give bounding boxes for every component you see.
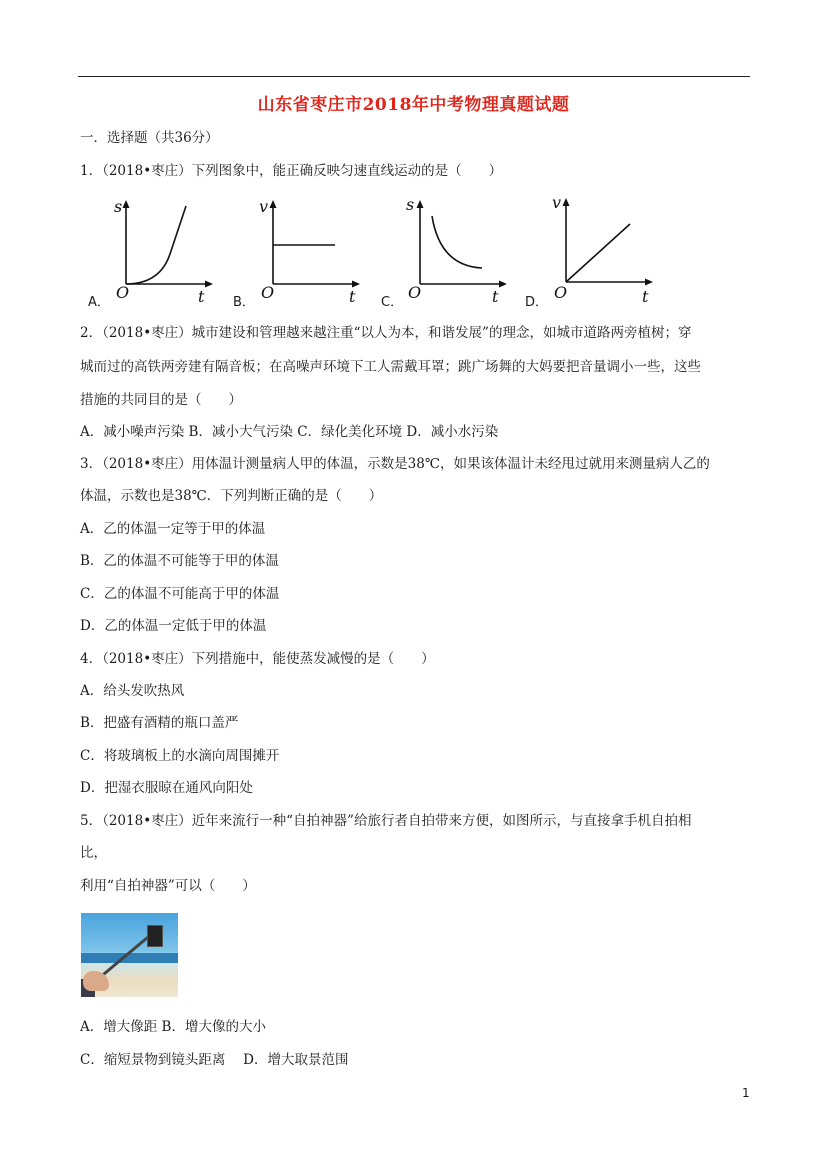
question-3-option-d: D．乙的体温一定低于甲的体温 (80, 618, 267, 634)
question-5-line-3: 利用“自拍神器”可以（ ） (80, 878, 256, 894)
question-4-option-b: B．把盛有酒精的瓶口盖严 (80, 715, 239, 731)
question-2-line-1: 2．（2018•枣庄）城市建设和管理越来越注重“以人为本，和谐发展”的理念，如城市道路两旁植树；穿 (80, 325, 692, 341)
q1-option-b-label: B． (233, 295, 255, 310)
question-5-options-1: A．增大像距 B．增大像的大小 (80, 1019, 266, 1035)
q1-a-x-label: t (198, 287, 205, 306)
question-2-options: A．减小噪声污染 B．减小大气污染 C．绿化美化环境 D．减小水污染 (80, 424, 499, 440)
q1-option-d-label: D． (525, 295, 549, 310)
question-3-option-a: A．乙的体温一定等于甲的体温 (80, 521, 266, 537)
q1-c-x-label: t (492, 287, 499, 306)
q1-d-x-label: t (642, 287, 649, 306)
question-1-stem: 1．（2018•枣庄）下列图象中，能正确反映匀速直线运动的是（ ） (80, 163, 503, 179)
question-5-line-1: 5．（2018•枣庄）近年来流行一种“自拍神器”给旅行者自拍带来方便，如图所示，与直接拿手机自拍相 (80, 813, 692, 829)
header-rule (78, 76, 750, 77)
question-3-line-2: 体温，示数也是38℃．下列判断正确的是（ ） (80, 488, 383, 504)
q1-c-origin: O (408, 283, 422, 302)
question-3-line-1: 3．（2018•枣庄）用体温计测量病人甲的体温，示数是38℃，如果该体温计未经甩过就用来测量病人乙的 (80, 456, 710, 472)
question-3-option-b: B．乙的体温不可能等于甲的体温 (80, 553, 279, 569)
q1-graph-a (110, 196, 220, 306)
q1-option-a-label: A． (88, 295, 110, 310)
question-3-option-c: C．乙的体温不可能高于甲的体温 (80, 586, 280, 602)
q1-c-y-label: s (406, 195, 415, 214)
page-title: 山东省枣庄市2018年中考物理真题试题 (257, 95, 570, 115)
q1-d-origin: O (554, 283, 568, 302)
q1-b-y-label: v (259, 197, 269, 216)
q1-graph-d (550, 194, 660, 306)
question-4-option-c: C．将玻璃板上的水滴向周围摊开 (80, 748, 280, 764)
page-number: 1 (742, 1086, 750, 1100)
q1-graph-c (404, 196, 514, 306)
q1-graph-b (257, 196, 367, 306)
question-2-line-2: 城而过的高铁两旁建有隔音板；在高噪声环境下工人需戴耳罩；跳广场舞的大妈要把音量调小一些，这些 (80, 359, 701, 375)
q1-a-y-label: s (114, 197, 123, 216)
question-5-line-2: 比， (80, 845, 107, 861)
q1-b-x-label: t (349, 287, 356, 306)
question-4-option-d: D．把湿衣服晾在通风向阳处 (80, 780, 253, 796)
q1-b-origin: O (261, 283, 275, 302)
q1-option-c-label: C． (381, 295, 404, 310)
q1-d-y-label: v (552, 193, 562, 212)
photo-phone-icon (147, 925, 163, 947)
question-2-line-3: 措施的共同目的是（ ） (80, 392, 242, 408)
selfie-stick-photo (81, 913, 178, 997)
question-5-options-2: C．缩短景物到镜头距离 D．增大取景范围 (80, 1052, 349, 1068)
question-4-option-a: A．给头发吹热风 (80, 683, 185, 699)
section-heading: 一．选择题（共36分） (80, 130, 219, 146)
q1-a-origin: O (116, 283, 130, 302)
question-4-stem: 4．（2018•枣庄）下列措施中，能使蒸发减慢的是（ ） (80, 651, 435, 667)
